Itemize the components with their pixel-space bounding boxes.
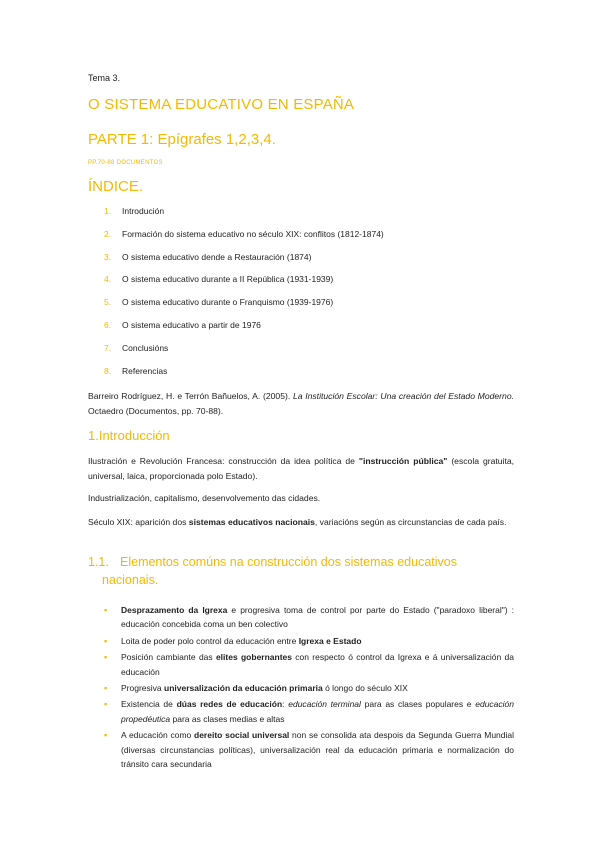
index-text: O sistema educativo durante o Franquismo (1939-1976): [122, 297, 334, 308]
text-run: Existencia de: [121, 699, 177, 710]
text-run: Loita de poder polo control da educación entre: [121, 635, 299, 646]
index-number: 8.: [104, 365, 112, 376]
index-heading: ÍNDICE.: [88, 178, 144, 195]
bullet-list: [104, 603, 514, 773]
index-item: [88, 229, 518, 252]
list-item: [104, 681, 514, 695]
index-number: 6.: [104, 319, 112, 330]
text-run: Século XIX: aparición dos: [88, 517, 189, 527]
index-text: Formación do sistema educativo no século XIX: conflitos (1812-1874): [122, 228, 384, 239]
reference-paragraph: [88, 389, 514, 419]
paragraph-illustration: [88, 454, 514, 483]
index-number: 4.: [104, 274, 112, 285]
part-heading: PARTE 1: Epígrafes 1,2,3,4.: [88, 131, 276, 148]
index-text: O sistema educativo durante a II República (1931-1939): [122, 274, 334, 285]
bullet-icon: ▪: [104, 683, 108, 694]
intro-heading: 1.Introducción: [88, 428, 170, 443]
index-item: [88, 320, 518, 343]
text-run: :: [282, 699, 289, 710]
index-number: 1.: [104, 206, 112, 216]
subsection-number: 1.1.: [88, 555, 109, 569]
text-run: Ilustración e Revolución Francesa: construcción da idea política de: [88, 456, 359, 466]
list-item: [104, 650, 514, 679]
paragraph-industrialization: Industrialización, capitalismo, desenvolvemento das cidades.: [88, 493, 321, 503]
index-text: O sistema educativo a partir de 1976: [122, 319, 261, 330]
italic-term: educación propedéutica: [121, 699, 514, 724]
bold-term: elites gobernantes: [215, 652, 292, 663]
index-text: Referencias: [122, 365, 168, 376]
bold-term: Igrexa e Estado: [298, 635, 362, 646]
bold-term: dúas redes de educación: [176, 699, 283, 710]
index-item: [88, 274, 518, 297]
index-text: Conclusións: [122, 342, 169, 353]
bold-term: dereito social universal: [194, 730, 290, 741]
index-item: [88, 252, 518, 275]
text-run: non se consolida ata despois da Segunda Guerra Mundial (diversas circunstancias políticas), universalización real da educación primaria e normalización do tránsito cara secundaria: [121, 730, 515, 770]
text-run: ó longo do século XIX: [322, 683, 408, 694]
text-run: A educación como: [121, 730, 195, 741]
bullet-icon: ▪: [104, 652, 108, 663]
index-list: [88, 206, 518, 388]
text-run: (escola gratuita, universal, laica, proporcionada polo Estado).: [88, 456, 515, 481]
bullet-icon: ▪: [104, 605, 108, 615]
index-number: 7.: [104, 342, 112, 353]
index-item: [88, 206, 518, 229]
index-item: [88, 297, 518, 320]
index-text: O sistema educativo dende a Restauración (1874): [122, 251, 312, 262]
subsection-title-line2: nacionais.: [102, 573, 159, 587]
text-run: e progresiva toma de control por parte do Estado ("paradoxo liberal") : educación concebida coma un ben colectivo: [121, 605, 515, 630]
reference-publisher: Octaedro (Documentos, pp. 70-88).: [88, 406, 224, 416]
index-item: [88, 366, 518, 389]
subsection-title-line1: Elementos comúns na construcción dos sistemas educativos: [120, 555, 457, 569]
tema-label: Tema 3.: [88, 73, 121, 83]
paragraph-century: [88, 515, 514, 530]
reference-book-title: La Institución Escolar: Una creación del Estado Moderno.: [292, 391, 514, 401]
reference-authors: Barreiro Rodríguez, H. e Terrón Bañuelos, A. (2005).: [88, 391, 291, 401]
index-number: 3.: [104, 251, 112, 262]
index-item: [88, 343, 518, 366]
bullet-icon: ▪: [104, 635, 108, 646]
text-run: Progresiva: [121, 683, 164, 694]
index-text: Introdución: [122, 206, 165, 216]
list-item: [104, 603, 514, 632]
list-item: [104, 634, 514, 648]
italic-term: educación terminal: [288, 699, 361, 710]
text-run: , variacións según as circunstancias de cada país.: [314, 517, 507, 527]
main-title: O SISTEMA EDUCATIVO EN ESPAÑA: [88, 96, 355, 113]
bullet-icon: ▪: [104, 699, 108, 710]
subsection-heading: [88, 553, 514, 589]
pp-documents-note: PP.70-88 DOCUMENTOS: [88, 160, 163, 166]
bullet-icon: ▪: [104, 730, 108, 741]
bold-term: sistemas educativos nacionais: [188, 517, 315, 527]
text-run: Posición cambiante das: [121, 652, 216, 663]
text-run: para as clases medias e altas: [170, 713, 285, 724]
bold-term: universalización da educación primaria: [164, 683, 323, 694]
text-run: para as clases populares e: [360, 699, 476, 710]
index-number: 5.: [104, 297, 112, 308]
index-number: 2.: [104, 228, 112, 239]
list-item: [104, 697, 514, 726]
list-item: [104, 728, 514, 771]
text-run: con respecto ó control da Igrexa e á universalización da educación: [121, 652, 514, 677]
bold-term: Desprazamento da Igrexa: [121, 605, 228, 615]
bold-term: "instrucción pública": [358, 456, 448, 466]
